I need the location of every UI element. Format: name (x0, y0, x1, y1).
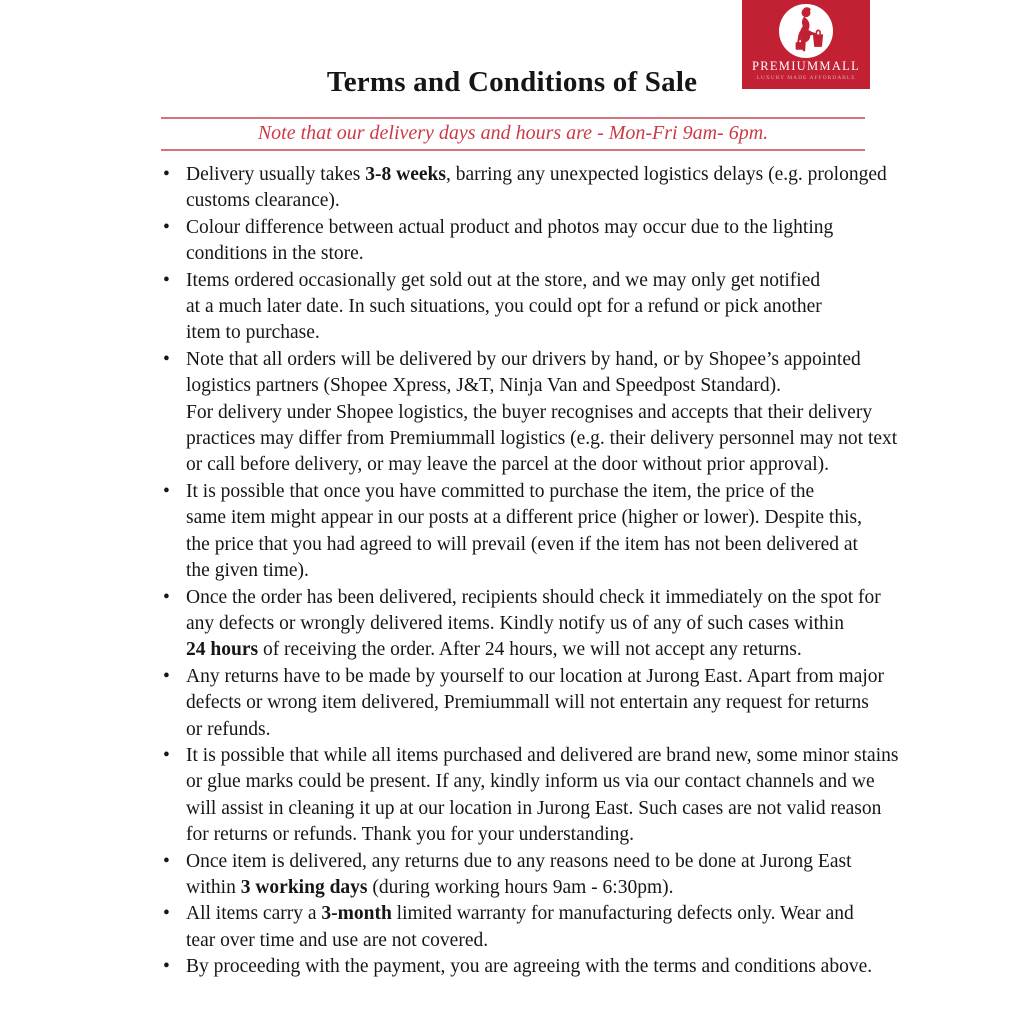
terms-bullet-item: • Note that all orders will be delivered by our drivers by hand, or by Shopee’s appointed logistics partners (Shopee Xpress, J&T, Ninja Van and Speedpost Standard). For delivery under Shopee logistics, the buyer recognises and accepts that their delivery practices may differ from Premiummall logistics (e.g. their delivery personnel may not text or call before delivery, or may leave the parcel at the door without prior approval). (160, 347, 900, 479)
terms-bullet-item: • By proceeding with the payment, you are agreeing with the terms and conditions above. (160, 954, 900, 980)
page-title: Terms and Conditions of Sale (326, 66, 698, 98)
terms-bullet-item: • It is possible that once you have committed to purchase the item, the price of the same item might appear in our posts at a different price (higher or lower). Despite this, the price that you had agreed to will prevail (even if the item has not been delivered at the given time). (160, 479, 900, 585)
terms-bullet-item: • It is possible that while all items purchased and delivered are brand new, some minor stains or glue marks could be present. If any, kindly inform us via our contact channels and we will assist in cleaning it up at our location in Jurong East. Such cases are not valid reason for returns or refunds. Thank you for your understanding. (160, 743, 900, 849)
terms-bullet-item: • Any returns have to be made by yourself to our location at Jurong East. Apart from major defects or wrong item delivered, Premiummall will not entertain any request for returns or refunds. (160, 664, 900, 743)
divider-top (161, 117, 865, 119)
woman-with-shopping-bags-icon (779, 4, 833, 58)
brand-name: PREMIUMMALL (751, 59, 861, 73)
terms-bullet-item: • All items carry a 3-month limited warranty for manufacturing defects only. Wear and tear over time and use are not covered. (160, 901, 900, 954)
terms-list (160, 162, 900, 981)
terms-bullet-item: • Once the order has been delivered, recipients should check it immediately on the spot for any defects or wrongly delivered items. Kindly notify us of any of such cases within 24 hours of receiving the order. After 24 hours, we will not accept any returns. (160, 585, 900, 664)
divider-bottom (161, 149, 865, 151)
terms-bullet-item: • Items ordered occasionally get sold out at the store, and we may only get notified at a much later date. In such situations, you could opt for a refund or pick another item to purchase. (160, 268, 900, 347)
terms-bullet-item: • Delivery usually takes 3-8 weeks, barring any unexpected logistics delays (e.g. prolonged customs clearance). (160, 162, 900, 215)
delivery-hours-note: Note that our delivery days and hours are - Mon-Fri 9am- 6pm. (257, 122, 769, 144)
terms-bullet-item: • Once item is delivered, any returns due to any reasons need to be done at Jurong East within 3 working days (during working hours 9am - 6:30pm). (160, 849, 900, 902)
brand-tagline: LUXURY MADE AFFORDABLE (756, 75, 856, 81)
terms-bullet-item: • Colour difference between actual product and photos may occur due to the lighting conditions in the store. (160, 215, 900, 268)
